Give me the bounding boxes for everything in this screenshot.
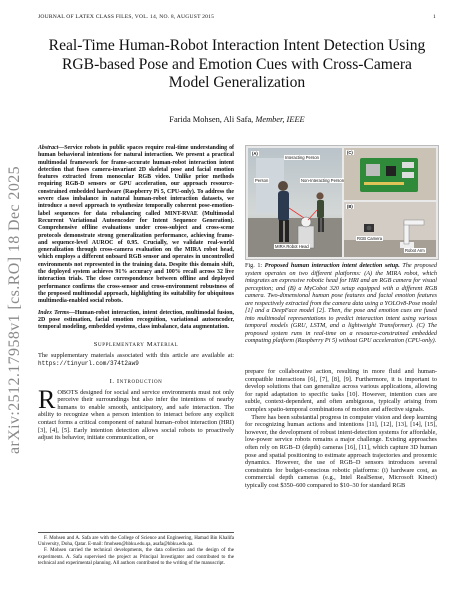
intro-first-word: OBOTS — [57, 388, 78, 396]
running-header — [38, 14, 436, 20]
abstract-text: —Service robots in public spaces require real-time understanding of human behavioral intentions for natural interaction. We present a practical multimodal framework for frame-accurate human-robot interaction intent detection that fuses camera-invariant 2D skeletal pose and facial emotion features extracted from monocular RGB video. Unlike prior methods requiring RGB-D sensors or GPU acceleration, our approach resource-constrained embedded hardware (Raspberry Pi 5, CPU-only). To address the severe class imbalance in natural human-robot interaction datasets, we introduce a novel approach to synthesize temporally coherent pose-emotion-label sequences for data rebalancing called MINT-RVAE (Multimodal Recurrent Variational Autoencoder for Intent Sequence Generation). Comprehensive offline evaluations under cross-subject and cross-scene protocols demonstrate strong generalization performance, achieving frame- and sequence-level AUROC of 0.95. Crucially, we validate real-world generalization through cross-camera evaluation on the MIRA robot head, which employs a different onboard RGB sensor and operates in uncontrolled environments not represented in the training data. Despite this domain shift, the deployed system achieves 91% accuracy and 100% recall across 32 live interaction trials. The close correspondence between offline and deployed performance confirms the cross-sensor and cross-environment robustness of the proposed multimodal approach, highlighting its suitability for ubiquitous multimedia-enabled social robots. — [38, 145, 234, 305]
figure-1 — [245, 145, 439, 260]
label-non-interacting: Non-Interacting Person — [301, 178, 345, 183]
arxiv-id: arXiv:2512.17958v1 [cs.RO] 18 Dec 2025 — [6, 165, 23, 455]
figure-caption — [245, 262, 437, 345]
panel-c-tag: (C) — [347, 150, 353, 155]
label-rgb-camera: RGB Camera — [357, 236, 383, 241]
right-column-text: prepare for collaborative action, resulting in more fluid and human-compatible interactions [6], [7], [8], [9]. Furthermore, it is important to develop solutions that can generalize across various applications, allowing for rapid adaptation to specific tasks [10]. However, intention cues are subtle, context-dependent, and often ambiguous, typically arising from complex spatio-temporal combinations of motion and affective signals. There has been substantial progress in computer vision and deep learning for recognizing human actions and intentions [11], [12], [13], [14], [15], however, the development of robust intent-detection systems for affordable, low-power service robots remains a major challenge. Existing approaches often rely on RGB–D (depth) cameras [16], [11], which capture 3D human pose and spatial positioning to estimate approach trajectories and proxemic dynamics. However, the use of RGB–D sensors introduces several constraints for budget-conscious robotic platforms: (i) hardware cost, as commercial depth cameras (e.g., Intel RealSense, Microsoft Kinect) typically cost $350–600 compared to $10–30 for standard RGB — [245, 368, 437, 489]
abstract — [38, 145, 234, 306]
footnote — [38, 532, 234, 567]
supplementary-text: The supplementary materials associated with this article are available at: — [38, 352, 234, 360]
label-mira-robot: MIRA Robot Head — [275, 244, 309, 249]
supplementary-link[interactable]: https://tinyurl.com/374t2aw9 — [38, 360, 139, 368]
raspberry-pi-board — [344, 148, 436, 200]
label-interacting-person: Interacting Person — [285, 155, 319, 160]
page-number: 1 — [433, 14, 436, 20]
caption-title: Proposed human interaction intent detection setup. — [264, 262, 400, 269]
left-column — [38, 145, 234, 442]
caption-label: Fig. 1: — [245, 262, 263, 269]
intro-heading: I. Introduction — [109, 377, 163, 385]
index-terms-text: —Human-robot interaction, intent detection, multimodal fusion, 2D pose estimation, facial emotion recognition, variational autoencoder, temporal modeling, embedded systems, class imbalance, data augmentation. — [38, 309, 234, 331]
index-terms-label: Index Terms — [38, 309, 70, 316]
index-terms — [38, 310, 234, 332]
intro-paragraph — [38, 384, 234, 442]
intro-text: designed for social and service environments must not only perceive their surroundings but also infer the intentions of nearby humans to enable smooth, anticipatory, and safe interaction. The ability to recognize when a person intention to interact before any explicit contact forms a critical component of natural human–robot interaction (HRI) [3], [4], [5]. Early intention detection allows social robots to proactively adjust its behavior, initiate communication, or — [38, 388, 234, 442]
panel-b-photo — [344, 202, 436, 257]
abstract-label: Abstract — [38, 145, 59, 151]
supplementary-paragraph — [38, 352, 234, 367]
caption-text: The proposed system operates on two different platforms: (A) the MIRA robot, which integrates an expressive robotic head for HRI and an RGB camera for visual perception; and (B) a MyCobot 320 setup equipped with a different RGB camera. Two-dimensional human pose features and facial emotion features are respectively extracted from the camera data using a YOLOv8-Pose model [1] and a DeepFace model [2]. Then, the pose and emotion cues are fused into multimodal representations to predict interaction intent using various temporal models (GRU, LSTM, and a lightweight Transformer). (C) The proposed system runs in real-time on a resource-constrained embedded computing platform (Raspberry Pi 5) without GPU acceleration (CPU-only). — [245, 262, 437, 344]
footnote-contribution: F. Mohsen carried the technical developments, the data collection and the design of the experiments. A. Safa supervised the project as Principal Investigator and contributed to the technical and experimental planning. All authors contributed to the writing of the manuscript. — [38, 548, 234, 566]
label-robot-arm: Robot Arm — [405, 248, 425, 253]
author-role: Member, IEEE — [255, 115, 305, 124]
panel-c-photo — [344, 148, 436, 200]
author-line — [40, 115, 434, 124]
panel-a-tag: (A) — [252, 151, 258, 156]
author-names: Farida Mohsen, Ali Safa, — [169, 115, 254, 124]
arxiv-stamp — [0, 150, 30, 470]
footnote-affiliation: F. Mohsen and A. Safa are with the College of Science and Engineering, Hamad Bin Khalifa University, Doha, Qatar. E-mail: fmohsen@hbku.edu.qa, asafa@hbku.edu.qa. — [38, 536, 234, 548]
intro-dropcap: R — [38, 384, 56, 414]
panel-b-tag: (B) — [347, 204, 353, 209]
panel-a-photo — [248, 148, 345, 257]
scene-illustration — [248, 148, 342, 257]
journal-name: JOURNAL OF LATEX CLASS FILES, VOL. 14, NO. 8, AUGUST 2015 — [38, 14, 215, 20]
label-person: Person — [255, 178, 269, 183]
supplementary-heading: Supplementary Material — [93, 341, 179, 349]
paper-title: Real-Time Human-Robot Interaction Intent Detection Using RGB-based Pose and Emotion Cues with Cross-Camera Model Generalization — [48, 37, 426, 92]
